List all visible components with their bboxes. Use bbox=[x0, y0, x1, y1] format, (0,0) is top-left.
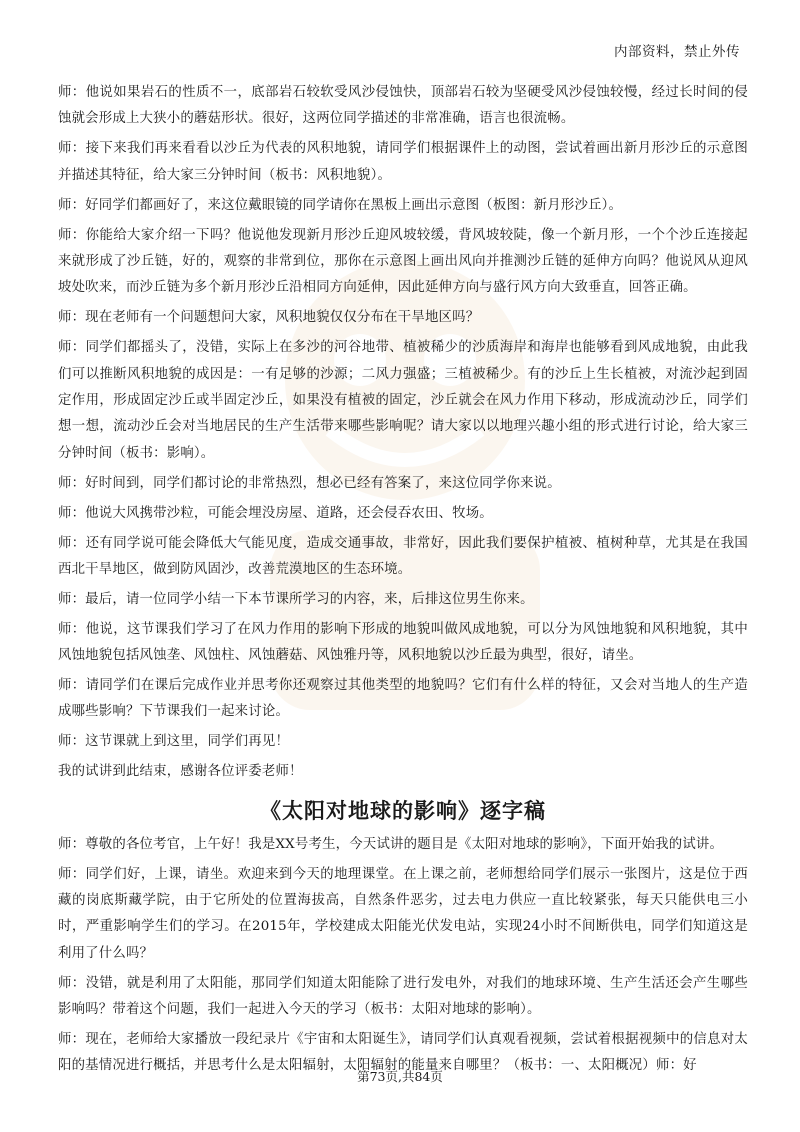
internal-notice: 内部资料，禁止外传 bbox=[614, 44, 740, 60]
paragraph: 师：还有同学说可能会降低大气能见度，造成交通事故，非常好，因此我们要保护植被、植树种草，尤其是在我国西北干旱地区，做到防风固沙，改善荒漠地区的生态环境。 bbox=[58, 535, 748, 577]
paragraph: 师：现在，老师给大家播放一段纪录片《宇宙和太阳诞生》，请同学们认真观看视频，尝试着根据视频中的信息对太阳的基情况进行概括，并思考什么是太阳辐射，太阳辐射的能量来自哪里？（板书：一、太阳概况）师：好 bbox=[58, 1032, 748, 1074]
paragraph: 师：好时间到，同学们都讨论的非常热烈，想必已经有答案了，来这位同学你来说。 bbox=[58, 475, 561, 491]
page-number: 第73页,共84页 bbox=[357, 1069, 443, 1084]
paragraph: 师：这节课就上到这里，同学们再见！ bbox=[58, 734, 290, 750]
paragraph: 师：没错，就是利用了太阳能，那同学们知道太阳能除了进行发电外，对我们的地球环境、生产生活还会产生哪些影响吗？带着这个问题，我们一起进入今天的学习（板书：太阳对地球的影响）。 bbox=[58, 975, 748, 1018]
paragraph: 师：接下来我们再来看看以沙丘为代表的风积地貌，请同学们根据课件上的动图，尝试着画出新月形沙丘的示意图并描述其特征，给大家三分钟时间（板书：风积地貌）。 bbox=[58, 141, 748, 183]
paragraph: 师：他说大风携带沙粒，可能会埋没房屋、道路，还会侵吞农田、牧场。 bbox=[58, 505, 493, 521]
section-title: 《太阳对地球的影响》逐字稿 bbox=[260, 797, 546, 823]
paragraph: 师：好同学们都画好了，来这位戴眼镜的同学请你在黑板上画出示意图（板图：新月形沙丘）。 bbox=[58, 197, 623, 213]
page-content bbox=[58, 80, 748, 1083]
paragraph: 师：同学们都摇头了，没错，实际上在多沙的河谷地带、植被稀少的沙质海岸和海岸也能够看到风成地貌，由此我们可以推断风积地貌的成因是：一有足够的沙源；二风力强盛；三植被稀少。有的沙丘上生长植被，对流沙起到固定作用，形成固定沙丘或半固定沙丘，如果没有植被的固定，沙丘就会在风力作用下移动，形成流动沙丘，同学们想一想，流动沙丘会对当地居民的生产生活带来哪些影响呢？请大家以以地理兴趣小组的形式进行讨论，给大家三分钟时间（板书：影响）。 bbox=[58, 340, 748, 461]
paragraph: 我的试讲到此结束，感谢各位评委老师！ bbox=[58, 764, 303, 780]
paragraph: 师：他说如果岩石的性质不一，底部岩石较软受风沙侵蚀快，顶部岩石较为坚硬受风沙侵蚀较慢，经过长时间的侵蚀就会形成上大狭小的蘑菇形状。很好，这两位同学描述的非常准确，语言也很流畅。 bbox=[58, 85, 748, 127]
paragraph: 师：请同学们在课后完成作业并思考你还观察过其他类型的地貌吗？它们有什么样的特征，又会对当地人的生产造成哪些影响？下节课我们一起来讨论。 bbox=[58, 678, 748, 720]
paragraph: 师：尊敬的各位考官，上午好！我是XX号考生，今天试讲的题目是《太阳对地球的影响》，下面开始我的试讲。 bbox=[58, 836, 724, 852]
paragraph: 师：你能给大家介绍一下吗？他说他发现新月形沙丘迎风坡较缓，背风坡较陡，像一个新月形，一个个沙丘连接起来就形成了沙丘链，好的，观察的非常到位，那你在示意图上画出风向并推测沙丘链的延伸方向吗？他说风从迎风坡处吹来，而沙丘链为多个新月形沙丘沿相同方向延伸，因此延伸方向与盛行风方向大致垂直，回答正确。 bbox=[58, 227, 748, 296]
paragraph: 师：最后，请一位同学小结一下本节课所学习的内容，来，后排这位男生你来。 bbox=[58, 591, 534, 607]
paragraph: 师：现在老师有一个问题想问大家，风积地貌仅仅分布在干旱地区吗？ bbox=[58, 310, 480, 326]
paragraph: 师：同学们好，上课，请坐。欢迎来到今天的地理课堂。在上课之前，老师想给同学们展示一张图片，这是位于西藏的岗底斯藏学院，由于它所处的位置海拔高，自然条件恶劣，过去电力供应一直比较紧张，每天只能供电三小时，严重影响学生们的学习。在2015年，学校建成太阳能光伏发电站，实现24小时不间断供电，同学们知道这是利用了什么吗？ bbox=[58, 866, 748, 961]
paragraph: 师：他说，这节课我们学习了在风力作用的影响下形成的地貌叫做风成地貌，可以分为风蚀地貌和风积地貌，其中风蚀地貌包括风蚀垄、风蚀柱、风蚀蘑菇、风蚀雅丹等，风积地貌以沙丘最为典型，很好，请坐。 bbox=[58, 621, 748, 664]
